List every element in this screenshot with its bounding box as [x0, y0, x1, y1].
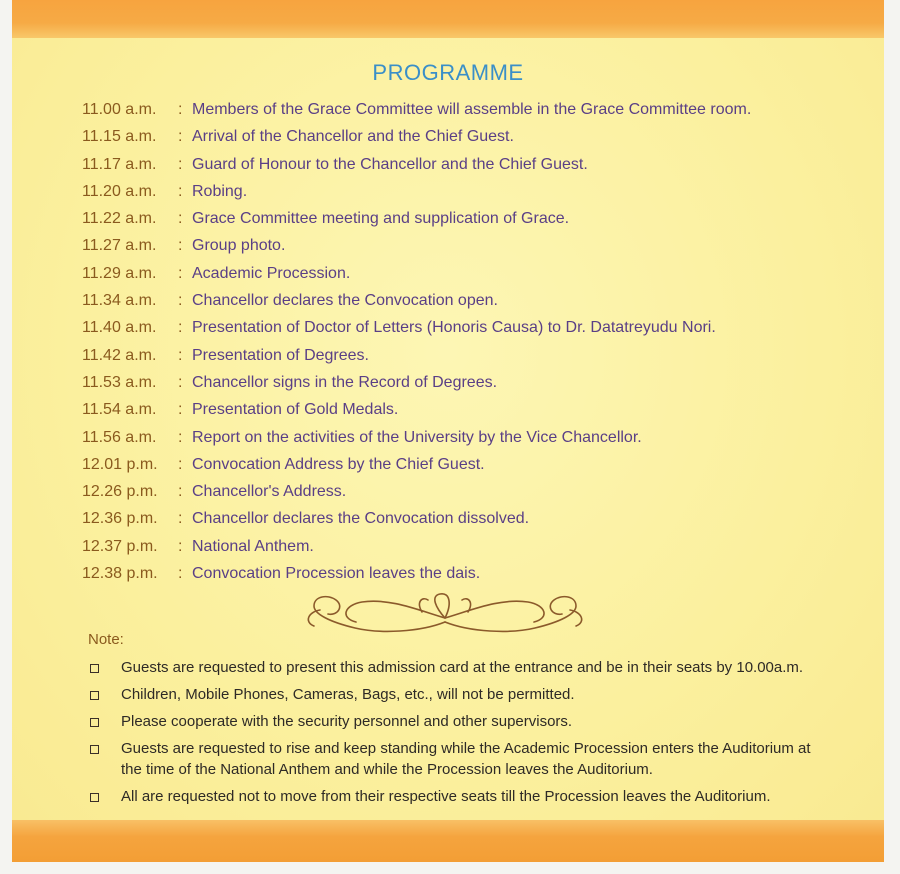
square-bullet-icon	[90, 793, 99, 802]
programme-description: Chancellor's Address.	[192, 483, 347, 501]
square-bullet-icon	[90, 718, 99, 727]
programme-separator: :	[178, 373, 183, 391]
note-item	[88, 711, 818, 732]
programme-row	[82, 396, 751, 423]
programme-time: 11.20 a.m.	[82, 182, 157, 200]
programme-separator: :	[178, 455, 183, 473]
programme-time: 11.27 a.m.	[82, 237, 157, 255]
programme-description: Convocation Address by the Chief Guest.	[192, 455, 485, 473]
programme-description: Report on the activities of the University by the Vice Chancellor.	[192, 428, 642, 446]
note-item	[88, 657, 818, 678]
programme-separator: :	[178, 264, 183, 282]
programme-description: Academic Procession.	[192, 264, 351, 282]
square-bullet-icon	[90, 664, 99, 673]
programme-row	[82, 96, 751, 123]
programme-row	[82, 505, 751, 532]
programme-separator: :	[178, 292, 183, 310]
programme-description: Arrival of the Chancellor and the Chief Guest.	[192, 128, 514, 146]
programme-separator: :	[178, 401, 183, 419]
programme-row	[82, 560, 751, 587]
programme-row	[82, 451, 751, 478]
note-text: Children, Mobile Phones, Cameras, Bags, etc., will not be permitted.	[121, 686, 575, 703]
note-label: Note:	[88, 631, 124, 648]
programme-row	[82, 287, 751, 314]
programme-card	[12, 0, 884, 862]
square-bullet-icon	[90, 745, 99, 754]
programme-separator: :	[178, 346, 183, 364]
programme-row	[82, 424, 751, 451]
programme-time: 11.00 a.m.	[82, 101, 157, 118]
square-bullet-icon	[90, 691, 99, 700]
programme-separator: :	[178, 155, 183, 173]
programme-time: 12.38 p.m.	[82, 565, 158, 583]
programme-row	[82, 369, 751, 396]
note-item	[88, 684, 818, 705]
programme-separator: :	[178, 210, 183, 228]
programme-description: Convocation Procession leaves the dais.	[192, 565, 481, 583]
programme-time: 11.56 a.m.	[82, 428, 157, 446]
programme-separator: :	[178, 510, 183, 528]
programme-description: National Anthem.	[192, 537, 314, 555]
programme-description: Grace Committee meeting and supplication of Grace.	[192, 210, 570, 228]
programme-row	[82, 232, 751, 259]
programme-description: Members of the Grace Committee will assemble in the Grace Committee room.	[192, 101, 752, 118]
programme-row	[82, 178, 751, 205]
note-text: All are requested not to move from their respective seats till the Procession leaves the Auditorium.	[121, 788, 771, 805]
programme-time: 11.29 a.m.	[82, 264, 157, 282]
programme-list	[82, 96, 751, 587]
programme-description: Chancellor declares the Convocation dissolved.	[192, 510, 530, 528]
programme-row	[82, 151, 751, 178]
programme-description: Robing.	[192, 182, 248, 200]
programme-separator: :	[178, 483, 183, 501]
programme-time: 11.42 a.m.	[82, 346, 157, 364]
programme-time: 12.01 p.m.	[82, 455, 158, 473]
programme-description: Chancellor signs in the Record of Degrees.	[192, 373, 498, 391]
programme-row	[82, 533, 751, 560]
programme-row	[82, 260, 751, 287]
programme-description: Guard of Honour to the Chancellor and the Chief Guest.	[192, 155, 588, 173]
bottom-orange-band	[12, 820, 884, 862]
programme-separator: :	[178, 128, 183, 146]
programme-time: 12.36 p.m.	[82, 510, 158, 528]
programme-time: 11.22 a.m.	[82, 210, 157, 228]
programme-separator: :	[178, 101, 183, 118]
programme-time: 11.34 a.m.	[82, 292, 157, 310]
programme-description: Presentation of Degrees.	[192, 346, 369, 364]
top-orange-band	[12, 0, 884, 38]
programme-separator: :	[178, 319, 183, 337]
programme-time: 12.37 p.m.	[82, 537, 158, 555]
programme-description: Presentation of Gold Medals.	[192, 401, 399, 419]
programme-separator: :	[178, 428, 183, 446]
note-item	[88, 786, 818, 807]
programme-time: 12.26 p.m.	[82, 483, 158, 501]
programme-time: 11.17 a.m.	[82, 155, 157, 173]
programme-row	[82, 478, 751, 505]
programme-time: 11.54 a.m.	[82, 401, 157, 419]
programme-row	[82, 314, 751, 341]
programme-time: 11.40 a.m.	[82, 319, 157, 337]
programme-row	[82, 123, 751, 150]
page-title: PROGRAMME	[372, 60, 524, 85]
notes-list	[88, 657, 818, 813]
programme-row	[82, 205, 751, 232]
programme-description: Chancellor declares the Convocation open.	[192, 292, 498, 310]
note-item	[88, 738, 818, 780]
programme-description: Group photo.	[192, 237, 286, 255]
programme-separator: :	[178, 565, 183, 583]
flourish-ornament-icon	[300, 588, 590, 636]
programme-row	[82, 342, 751, 369]
note-text: Guests are requested to rise and keep standing while the Academic Procession enters the Auditorium at the time of the National Anthem and while the Procession leaves the Auditorium.	[121, 740, 811, 778]
programme-time: 11.15 a.m.	[82, 128, 157, 146]
programme-time: 11.53 a.m.	[82, 373, 157, 391]
programme-separator: :	[178, 537, 183, 555]
note-text: Please cooperate with the security personnel and other supervisors.	[121, 713, 573, 730]
programme-description: Presentation of Doctor of Letters (Honoris Causa) to Dr. Datatreyudu Nori.	[192, 319, 716, 337]
programme-separator: :	[178, 182, 183, 200]
programme-separator: :	[178, 237, 183, 255]
note-text: Guests are requested to present this admission card at the entrance and be in their seats by 10.00a.m.	[121, 659, 804, 676]
